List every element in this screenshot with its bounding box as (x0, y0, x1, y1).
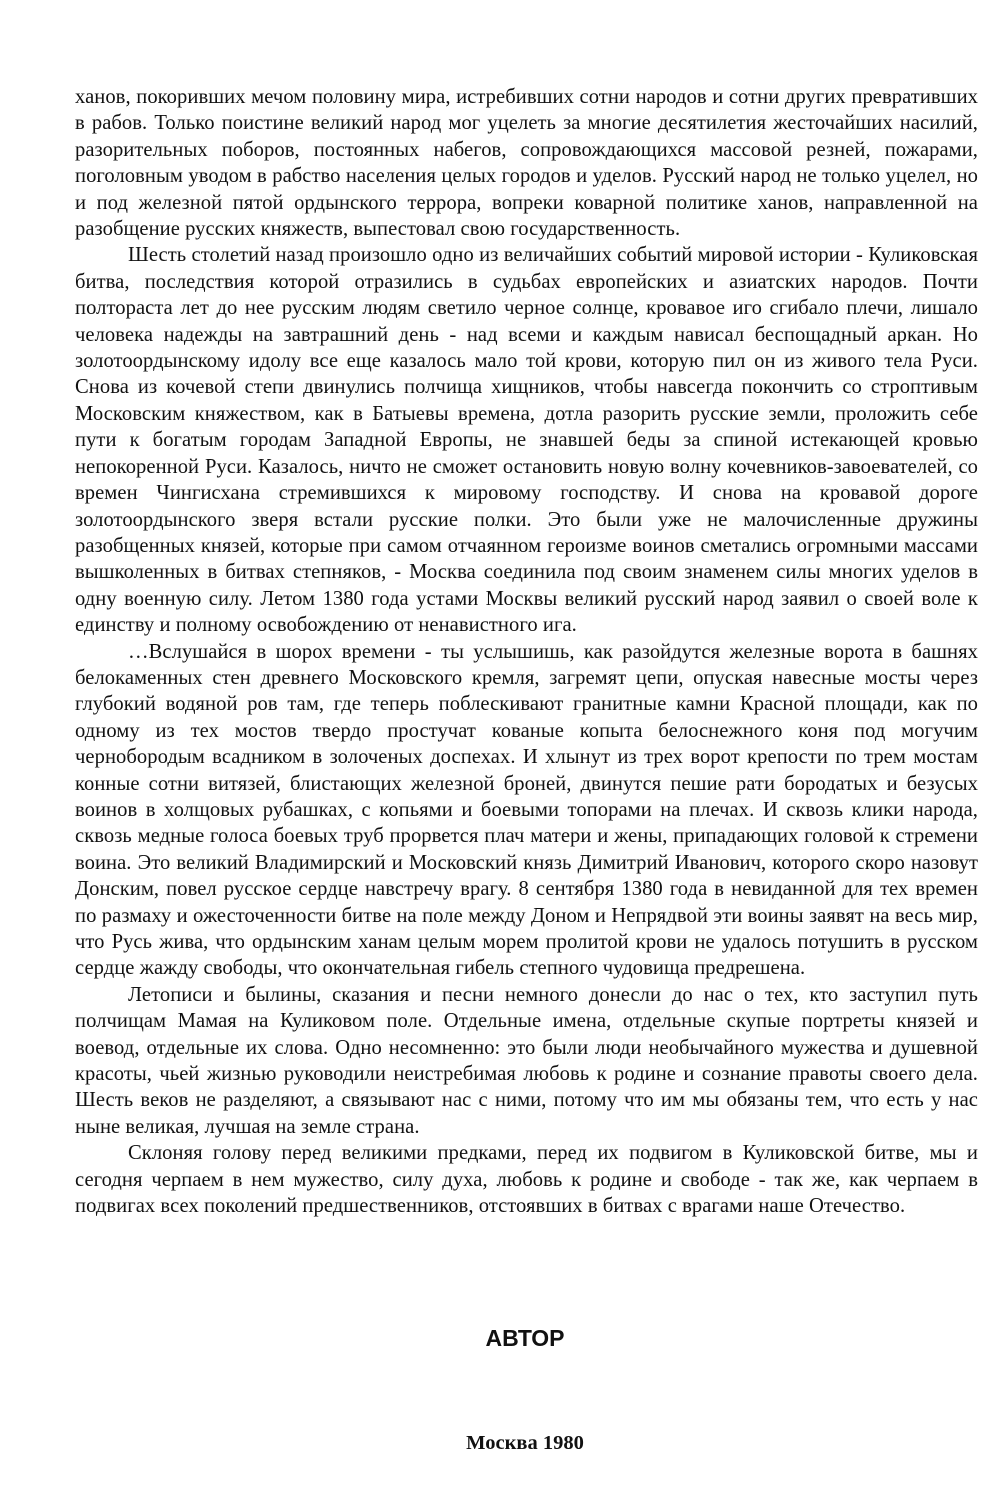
paragraph: …Вслушайся в шорох времени - ты услышишь, как разойдутся железные ворота в башнях белокаменных стен древнего Московского кремля, загремят цепи, опуская навесные мосты через глубокий водяной ров там, где теперь поблескивают гранитные камни Красной площади, как по одному из тех мостов твердо простучат кованые копыта белоснежного коня под могучим чернобородым всадником в золоченых доспехах. И хлынут из трех ворот крепости по трем мостам конные сотни витязей, блистающих железной броней, двинутся пешие рати бородатых и безусых воинов в холщовых рубашках, с копьями и боевыми топорами на плечах. И сквозь клики народа, сквозь медные голоса боевых труб прорвется плач матери и жены, припадающих головой к стремени воина. Это великий Владимирский и Московский князь Димитрий Иванович, которого скоро назовут Донским, повел русское сердце навстречу врагу. 8 сентября 1380 года в невиданной для тех времен по размаху и ожесточенности битве на поле между Доном и Непрядвой эти воины заявят на весь мир, что Русь жива, что ордынским ханам целым морем пролитой крови не удалось потушить в русском сердце жажду свободы, что окончательная гибель степного чудовища предрешена. (75, 640, 978, 980)
paragraph: Летописи и былины, сказания и песни немного донесли до нас о тех, кто заступил путь полчищам Мамая на Куликовом поле. Отдельные имена, отдельные скупые портреты князей и воевод, отдельные их слова. Одно несомненно: это были люди необычайного мужества и душевной красоты, чьей жизнью руководили неистребимая любовь к родине и сознание правоты своего дела. Шесть веков не разделяют, а связывают нас с ними, потому что им мы обязаны тем, что есть у нас ныне великая, лучшая на земле страна. (75, 983, 978, 1138)
paragraph: ханов, покоривших мечом половину мира, истребивших сотни народов и сотни других превративших в рабов. Только поистине великий народ мог уцелеть за многие десятилетия жесточайших насилий, разорительных поборов, постоянных набегов, сопровождающихся массовой резней, пожарами, поголовным уводом в рабство населения целых городов и уделов. Русский народ не только уцелел, но и под железной пятой ордынского террора, вопреки коварной политике ханов, направленной на разобщение русских княжеств, выпестовал свою государственность. (75, 86, 978, 241)
paragraph: Шесть столетий назад произошло одно из величайших событий мировой истории - Куликовская битва, последствия которой отразились в судьбах европейских и азиатских народов. Почти полтораста лет до нее русским людям светило черное солнце, кровавое иго сгибало плечи, лишало человека надежды на завтрашний день - над всеми и каждым нависал беспощадный аркан. Но золотоордынскому идолу все еще казалось мало той крови, которую пил он из живого тела Руси. Снова из кочевой степи двинулись полчища хищников, чтобы навсегда покончить со строптивым Московским княжеством, как в Батыевы времена, дотла разорить русские земли, проложить себе пути к богатым городам Западной Европы, не знавшей беды за спиной истекающей кровью непокоренной Руси. Казалось, ничто не сможет остановить новую волну кочевников-завоевателей, со времен Чингисхана стремившихся к мировому господству. И снова на кровавой дороге золотоордынского зверя встали русские полки. Это были уже не малочисленные дружины разобщенных князей, которые при самом отчаянном героизме воинов сметались огромными массами вышколенных в битвах степняков, - Москва соединила под своим знаменем силы многих уделов в одну военную силу. Летом 1380 года устами Москвы великий русский народ заявил о своей воле к единству и полному освобождению от ненавистного ига. (75, 244, 978, 637)
place-date: Москва 1980 (466, 1432, 584, 1454)
author-signature: АВТОР (485, 1325, 565, 1351)
body-text (75, 84, 978, 1219)
paragraph: Склоняя голову перед великими предками, перед их подвигом в Куликовской битве, мы и сегодня черпаем в нем мужество, силу духа, любовь к родине и свободе - так же, как черпаем в подвигах всех поколений предшественников, отстоявших в битвах с врагами наше Отечество. (75, 1142, 978, 1218)
